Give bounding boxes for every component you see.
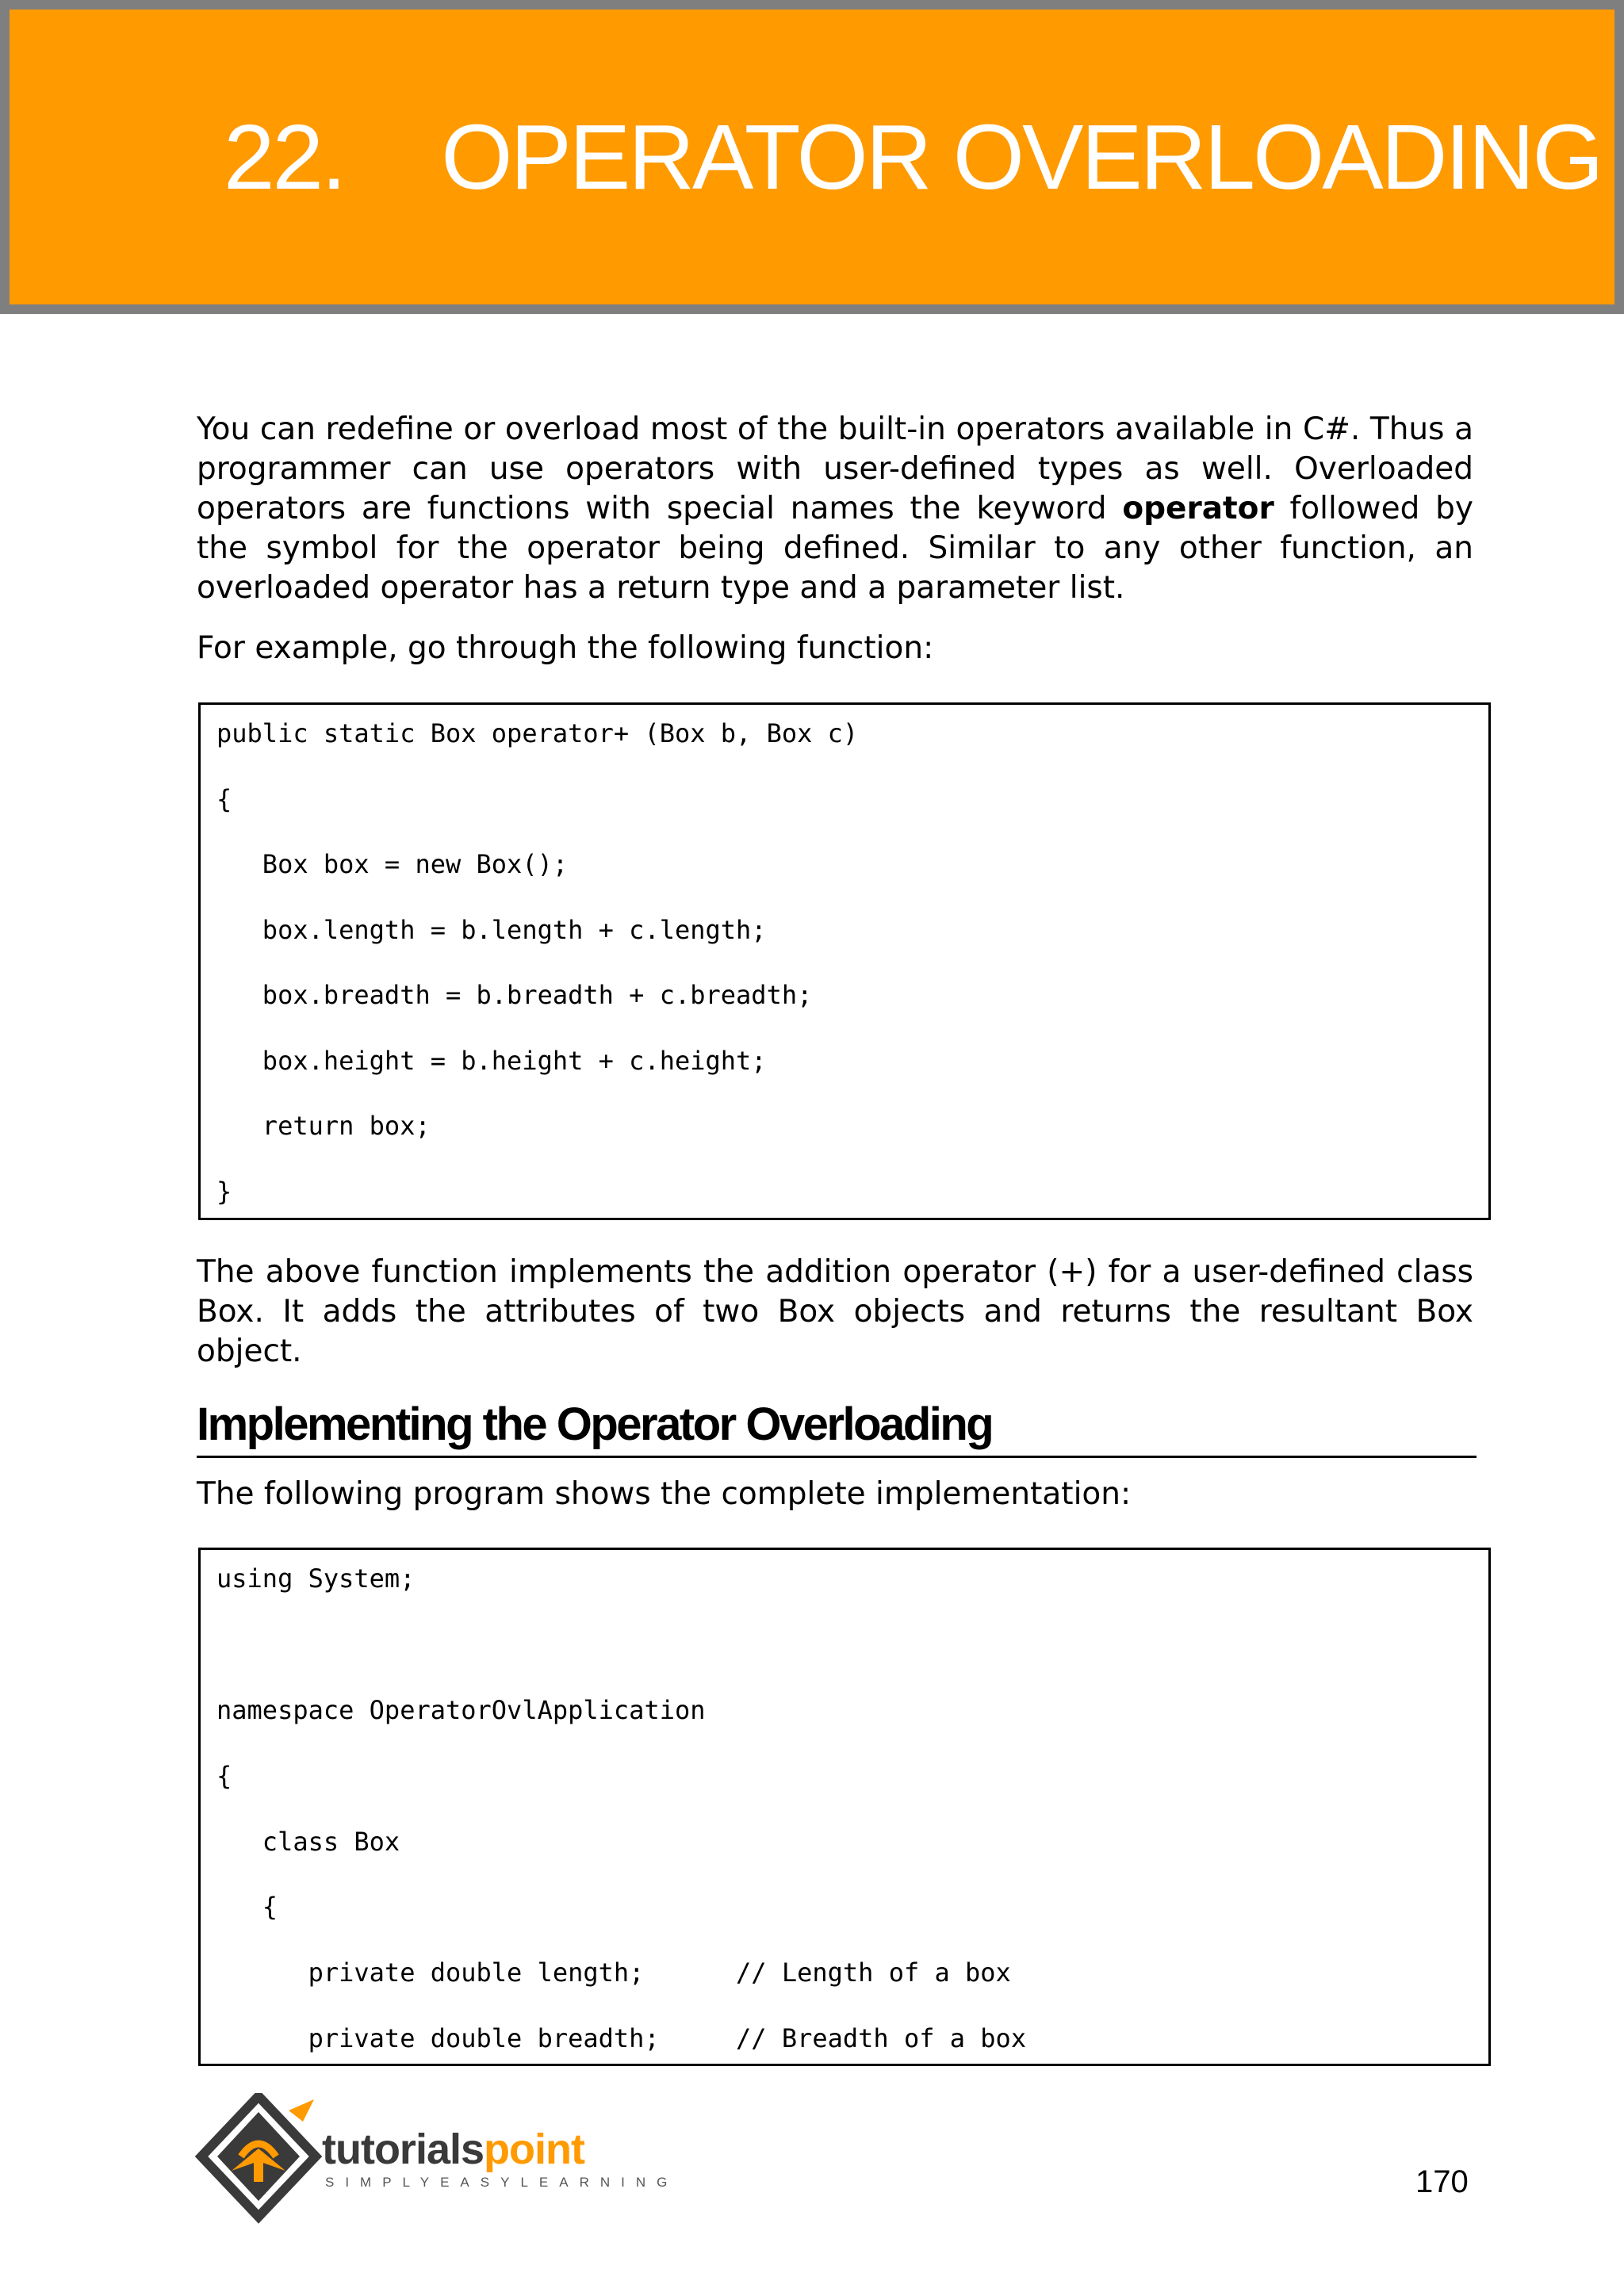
intro-text-2: followed by the symbol for the operator being defined. Similar to any other function, an overloaded operator has a return type and a parameter list. [197, 491, 1473, 606]
code-line: public static Box operator+ (Box b, Box c) [216, 718, 859, 748]
code-line: return box; [216, 1111, 431, 1141]
code-line: { [216, 784, 232, 814]
logo-word-point: point [484, 2126, 584, 2173]
code-line: class Box [216, 1827, 400, 1857]
code-line: Box box = new Box(); [216, 849, 569, 879]
section-heading: Implementing the Operator Overloading [197, 1397, 1477, 1458]
code-line: using System; [216, 1563, 416, 1594]
intro-paragraph [197, 410, 1473, 608]
logo-tagline: SIMPLYEASYLEARNING [325, 2175, 679, 2190]
code-line: box.breadth = b.breadth + c.breadth; [216, 980, 813, 1010]
intro-text-1: You can redefine or overload most of the built-in operators available in C#. Thus a programmer can use operators with user-defined types as well. Overloaded operators are functions with special names the keyword [197, 411, 1473, 526]
code-line: namespace OperatorOvlApplication [216, 1695, 706, 1725]
logo-word-tutorials: tutorials [322, 2126, 485, 2173]
logo-wordmark [322, 2128, 584, 2171]
code-line: { [216, 1892, 278, 1922]
tutorialspoint-logo [195, 2093, 679, 2228]
code-line: } [216, 1177, 232, 1207]
code-block-operator-function [198, 702, 1491, 1220]
explanation-paragraph: The above function implements the addition operator (+) for a user-defined class Box. It adds the attributes of two Box objects and returns the resultant Box object. [197, 1254, 1473, 1369]
code-line: private double breadth; // Breadth of a box [216, 2023, 1027, 2053]
chapter-number: 22. [224, 105, 345, 209]
code-line: { [216, 1761, 232, 1791]
chapter-title [224, 105, 1602, 209]
example-lead: For example, go through the following function: [197, 630, 934, 666]
section-lead: The following program shows the complete implementation: [197, 1476, 1132, 1512]
page-number: 170 [1415, 2164, 1469, 2199]
chapter-title-text: OPERATOR OVERLOADING [441, 105, 1602, 209]
code-line: box.height = b.height + c.height; [216, 1046, 767, 1076]
code-block-program [198, 1548, 1491, 2066]
code-line: box.length = b.length + c.length; [216, 915, 767, 945]
chapter-banner [0, 0, 1624, 314]
code-line: private double length; // Length of a box [216, 1957, 1011, 1988]
operator-keyword: operator [1122, 491, 1274, 526]
logo-emblem-icon [195, 2093, 322, 2228]
